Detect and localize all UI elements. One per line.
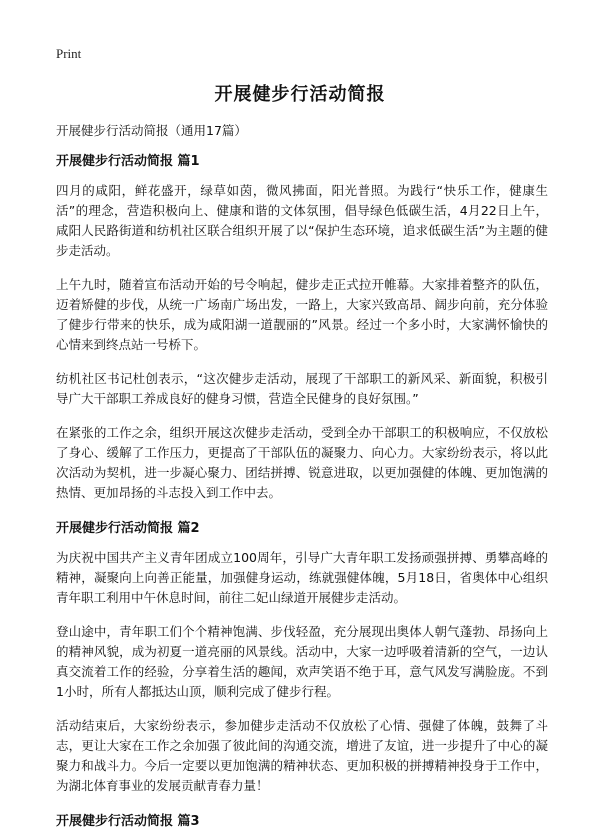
paragraph: 四月的咸阳，鲜花盛开，绿草如茵，微风拂面，阳光普照。为践行“快乐工作，健康生活”的理念，营造积极向上、健康和谐的文体氛围，倡导绿色低碳生活，4月22日上午，咸阳人民路街道和纺机社区联合组织开展了以“保护生态环境，追求低碳生活”为主题的健步走活动。: [56, 183, 548, 258]
section-1: [56, 150, 548, 503]
page-title: 开展健步行活动简报: [214, 84, 386, 105]
paragraph: 纺机社区书记杜创表示，“这次健步走活动，展现了干部职工的新风采、新面貌，积极引导广大干部职工养成良好的健身习惯，营造全民健身的良好氛围。”: [56, 371, 548, 406]
paragraph: 上午九时，随着宣布活动开始的号令响起，健步走正式拉开帷幕。大家排着整齐的队伍，迈着矫健的步伐，从统一广场南广场出发，一路上，大家兴致高昂、阔步向前，充分体验了健步行带来的快乐，成为咸阳湖一道靓丽的”风景。经过一个多小时，大家满怀愉快的心情来到终点站一号桥下。: [56, 277, 548, 352]
section-heading: 开展健步行活动简报 篇1: [56, 154, 200, 169]
print-link[interactable]: Print: [56, 46, 82, 61]
paragraph: 为庆祝中国共产主义青年团成立100周年，引导广大青年职工发扬顽强拼搏、勇攀高峰的精神，凝聚向上向善正能量，加强健身运动，练就强健体魄，5月18日，省奥体中心组织青年职工利用中午休息时间，前往二妃山绿道开展健步走活动。: [56, 550, 548, 605]
paragraph: 活动结束后，大家纷纷表示，参加健步走活动不仅放松了心情、强健了体魄，鼓舞了斗志，更让大家在工作之余加强了彼此间的沟通交流，增进了友谊，进一步提升了中心的凝聚力和战斗力。今后一定要以更加饱满的精神状态、更加积极的拼搏精神投身于工作中，为湖北体育事业的发展贡献青春力量！: [56, 718, 548, 793]
paragraph: 在紧张的工作之余，组织开展这次健步走活动，受到全办干部职工的积极响应，不仅放松了身心、缓解了工作压力，更提高了干部队伍的凝聚力、向心力。大家纷纷表示，将以此次活动为契机，进一步凝心聚力、团结拼搏、锐意进取，以更加强健的体魄、更加饱满的热情、更加昂扬的斗志投入到工作中去。: [56, 425, 548, 500]
section-2: [56, 517, 548, 796]
document-body: [56, 150, 548, 828]
section-heading: 开展健步行活动简报 篇2: [56, 521, 200, 536]
section-3: [56, 810, 548, 828]
document-subtitle: 开展健步行活动简报（通用17篇）: [56, 123, 247, 138]
paragraph: 登山途中，青年职工们个个精神饱满、步伐轻盈，充分展现出奥体人朝气蓬勃、昂扬向上的精神风貌，成为初夏一道亮丽的风景线。活动中，大家一边呼吸着清新的空气，一边认真交流着工作的经验，分享着生活的趣闻，欢声笑语不绝于耳，意气风发写满脸庞。不到1小时，所有人都抵达山顶，顺利完成了健步行程。: [56, 624, 548, 699]
section-heading: 开展健步行活动简报 篇3: [56, 814, 200, 828]
